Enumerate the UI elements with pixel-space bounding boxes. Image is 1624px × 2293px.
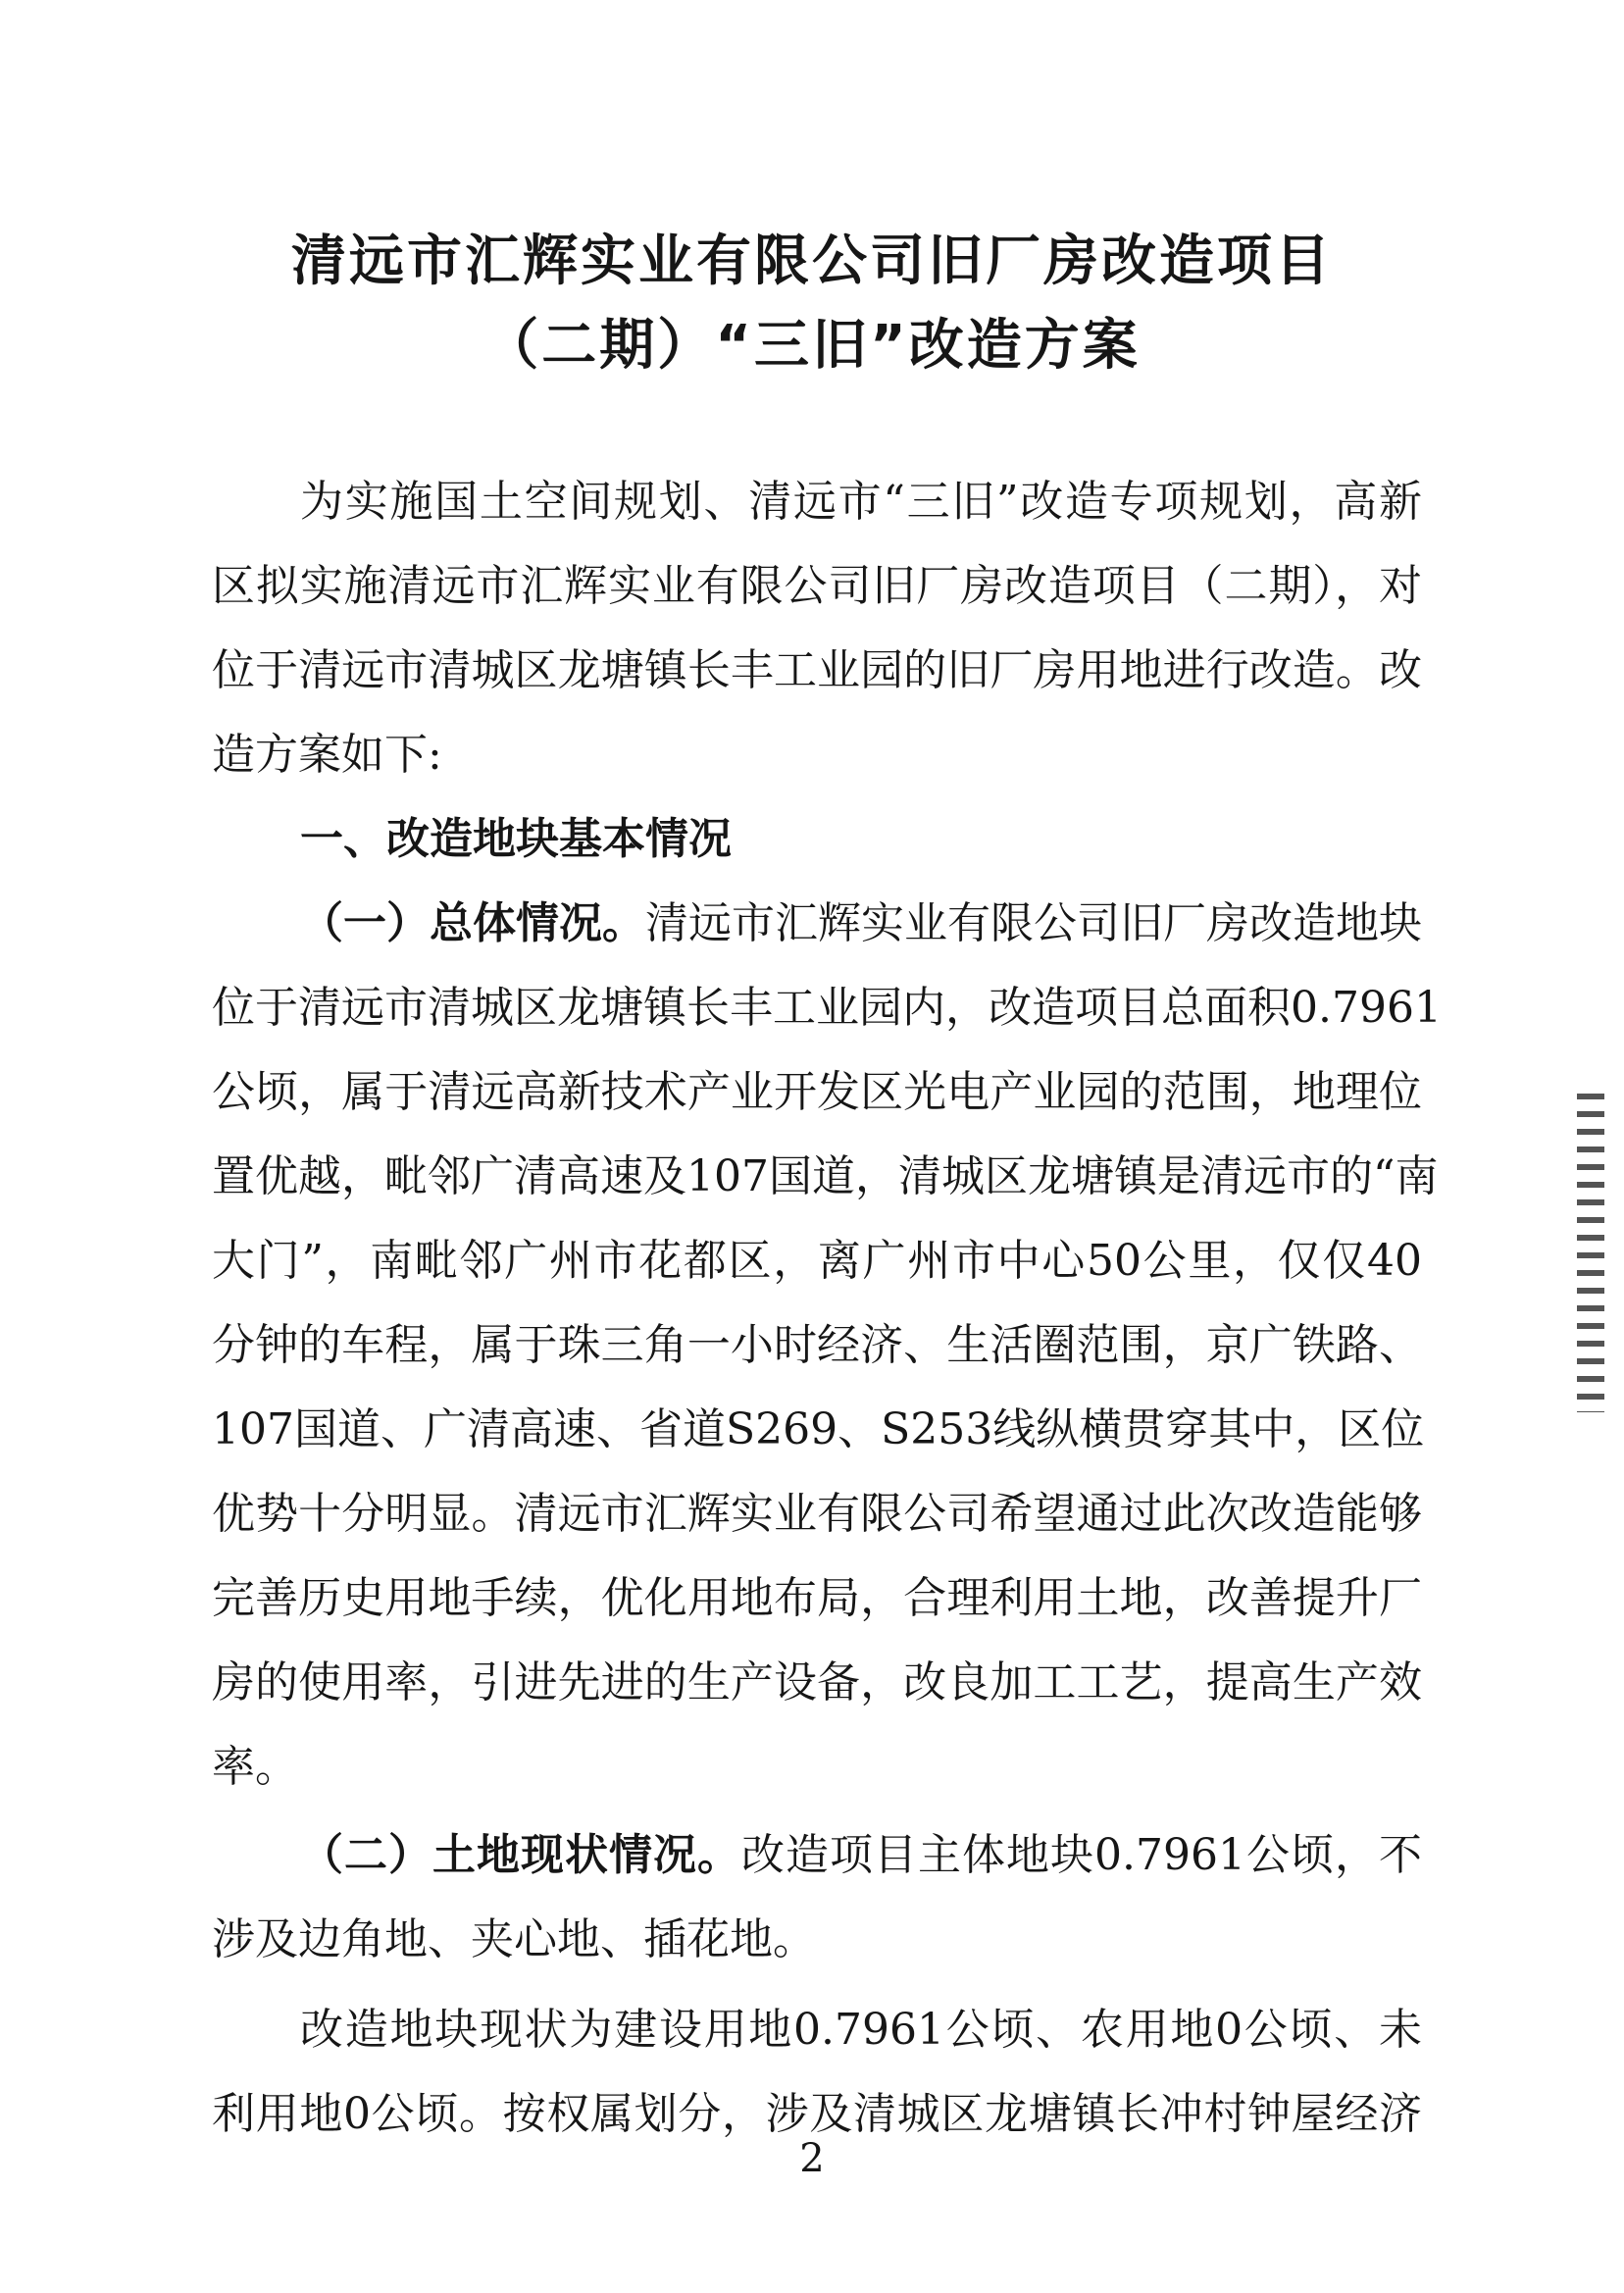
page-number: 2 bbox=[799, 2136, 825, 2181]
overview-line-7: 107国道、广清高速、省道S269、S253线纵横贯穿其中，区位 bbox=[212, 1404, 1425, 1454]
intro-line-1: 为实施国土空间规划、清远市“三旧”改造专项规划，高新 bbox=[300, 477, 1422, 527]
overview-line-6: 分钟的车程，属于珠三角一小时经济、生活圈范围，京广铁路、 bbox=[212, 1320, 1422, 1370]
binding-edge-mark bbox=[1577, 1094, 1604, 1412]
overview-line-11: 率。 bbox=[212, 1742, 298, 1792]
overview-line-1 bbox=[300, 894, 1422, 953]
document-title-line-1: 清远市汇辉实业有限公司旧厂房改造项目 bbox=[291, 229, 1333, 293]
land-status-label: （二）土地现状情况。 bbox=[300, 1830, 742, 1880]
overview-line-8: 优势十分明显。清远市汇辉实业有限公司希望通过此次改造能够 bbox=[212, 1489, 1422, 1539]
overview-text-1: 清远市汇辉实业有限公司旧厂房改造地块 bbox=[645, 898, 1422, 948]
overview-line-2: 位于清远市清城区龙塘镇长丰工业园内，改造项目总面积0.7961 bbox=[212, 983, 1442, 1033]
intro-line-4: 造方案如下: bbox=[212, 730, 442, 780]
intro-line-2: 区拟实施清远市汇辉实业有限公司旧厂房改造项目（二期），对 bbox=[212, 561, 1422, 611]
section-1-heading: 一、改造地块基本情况 bbox=[300, 814, 732, 864]
land-status-text-1: 改造项目主体地块0.7961公顷，不 bbox=[741, 1830, 1422, 1880]
overview-line-5: 大门”，南毗邻广州市花都区，离广州市中心50公里，仅仅40 bbox=[212, 1236, 1422, 1286]
document-title-line-2: （二期）“三旧”改造方案 bbox=[483, 314, 1141, 378]
land-use-line-1: 改造地块现状为建设用地0.7961公顷、农用地0公顷、未 bbox=[300, 2005, 1422, 2055]
land-status-line-1 bbox=[300, 1826, 1422, 1885]
land-use-line-2: 利用地0公顷。按权属划分，涉及清城区龙塘镇长冲村钟屋经济 bbox=[212, 2089, 1422, 2139]
overview-line-4: 置优越，毗邻广清高速及107国道，清城区龙塘镇是清远市的“南 bbox=[212, 1151, 1439, 1201]
intro-line-3: 位于清远市清城区龙塘镇长丰工业园的旧厂房用地进行改造。改 bbox=[212, 645, 1422, 695]
overview-line-9: 完善历史用地手续，优化用地布局，合理利用土地，改善提升厂 bbox=[212, 1573, 1422, 1623]
land-status-line-2: 涉及边角地、夹心地、插花地。 bbox=[212, 1914, 816, 1964]
overview-line-10: 房的使用率，引进先进的生产设备，改良加工工艺，提高生产效 bbox=[212, 1657, 1422, 1707]
overview-line-3: 公顷，属于清远高新技术产业开发区光电产业园的范围，地理位 bbox=[212, 1067, 1422, 1117]
overview-label: （一）总体情况。 bbox=[300, 898, 645, 948]
